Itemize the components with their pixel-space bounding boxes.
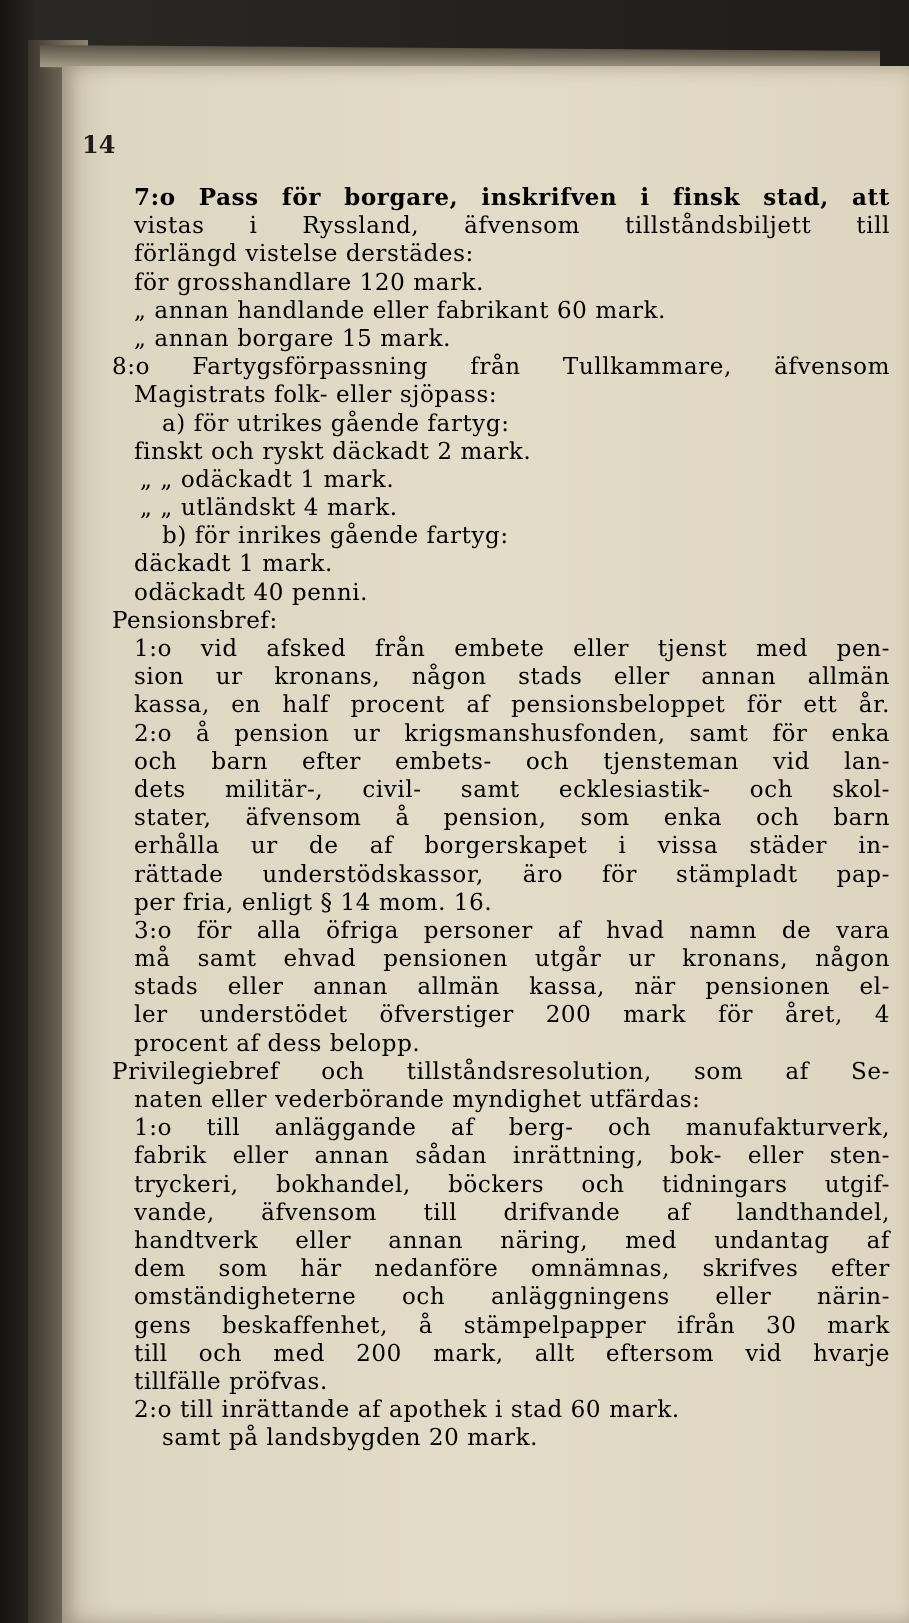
text-line: 1:o vid afsked från embete eller tjenst med pen- [134, 636, 890, 662]
text-line: dets militär-, civil- samt ecklesiastik- och skol- [134, 776, 890, 803]
text-line: erhålla ur de af borgerskapet i vissa städer in- [134, 833, 890, 860]
text-line: procent af dess belopp. [134, 1030, 421, 1057]
text-line: „ annan handlande eller fabrikant 60 mark. [134, 297, 667, 324]
text-line: 2:o till inrättande af apothek i stad 60 mark. [134, 1397, 680, 1424]
text-line: „ annan borgare 15 mark. [134, 325, 452, 352]
text-line: ler understödet öfverstiger 200 mark för året, 4 [134, 1002, 890, 1029]
text-line: „ „ utländskt 4 mark. [140, 495, 398, 522]
text-line: tryckeri, bokhandel, böckers och tidningars utgif- [134, 1171, 890, 1198]
text-line: odäckadt 40 penni. [134, 579, 369, 606]
text-line: b) för inrikes gående fartyg: [162, 523, 509, 550]
text-line: stads eller annan allmän kassa, när pensionen el- [134, 974, 890, 1001]
text-line: finskt och ryskt däckadt 2 mark. [134, 438, 532, 465]
text-line: sion ur kronans, någon stads eller annan allmän [134, 664, 890, 691]
text-line: Magistrats folk- eller sjöpass: [134, 382, 498, 409]
text-line: däckadt 1 mark. [134, 551, 333, 578]
text-line: tillfälle pröfvas. [134, 1368, 328, 1395]
body-text [112, 184, 890, 1452]
text-line: fabrik eller annan sådan inrättning, bok- eller sten- [134, 1143, 890, 1170]
text-line: vistas i Ryssland, äfvensom tillståndsbiljett till [134, 213, 890, 240]
text-line: samt på landsbygden 20 mark. [162, 1425, 539, 1452]
text-line: Privilegiebref och tillståndsresolution, som af Se- [112, 1058, 890, 1085]
text-line: kassa, en half procent af pensionsbeloppet för ett år. [134, 692, 890, 719]
text-line: Pensionsbref: [112, 607, 278, 634]
text-line: och barn efter embets- och tjensteman vid lan- [134, 748, 890, 775]
text-line: 7:o Pass för borgare, inskrifven i finsk stad, att [134, 184, 890, 211]
text-line: handtverk eller annan näring, med undantag af [134, 1227, 890, 1254]
text-line: 3:o för alla öfriga personer af hvad namn de vara [134, 917, 890, 944]
text-line: naten eller vederbörande myndighet utfärdas: [134, 1087, 701, 1113]
text-line: vande, äfvensom till drifvande af landthandel, [134, 1199, 890, 1226]
page-number: 14 [82, 130, 116, 159]
text-line: rättade understödskassor, äro för stämpladt pap- [134, 861, 890, 888]
text-line: 1:o till anläggande af berg- och manufakturverk, [134, 1115, 890, 1142]
text-line: 2:o å pension ur krigsmanshusfonden, samt för enka [134, 720, 890, 747]
text-line: 8:o Fartygsförpassning från Tullkammare, äfvensom [112, 354, 890, 381]
text-line: stater, äfvensom å pension, som enka och barn [134, 805, 890, 832]
text-line: må samt ehvad pensionen utgår ur kronans, någon [134, 946, 890, 973]
text-line: „ „ odäckadt 1 mark. [140, 466, 395, 493]
text-line: gens beskaffenhet, å stämpelpapper ifrån 30 mark [134, 1312, 890, 1339]
text-line: omständigheterne och anläggningens eller närin- [134, 1284, 890, 1311]
text-line: till och med 200 mark, allt eftersom vid hvarje [134, 1340, 890, 1367]
text-line: dem som här nedanföre omnämnas, skrifves efter [134, 1256, 890, 1283]
text-line: förlängd vistelse derstädes: [134, 241, 474, 268]
text-line: per fria, enligt § 14 mom. 16. [134, 889, 493, 916]
text-line: för grosshandlare 120 mark. [134, 269, 485, 296]
text-line: a) för utrikes gående fartyg: [162, 410, 510, 437]
